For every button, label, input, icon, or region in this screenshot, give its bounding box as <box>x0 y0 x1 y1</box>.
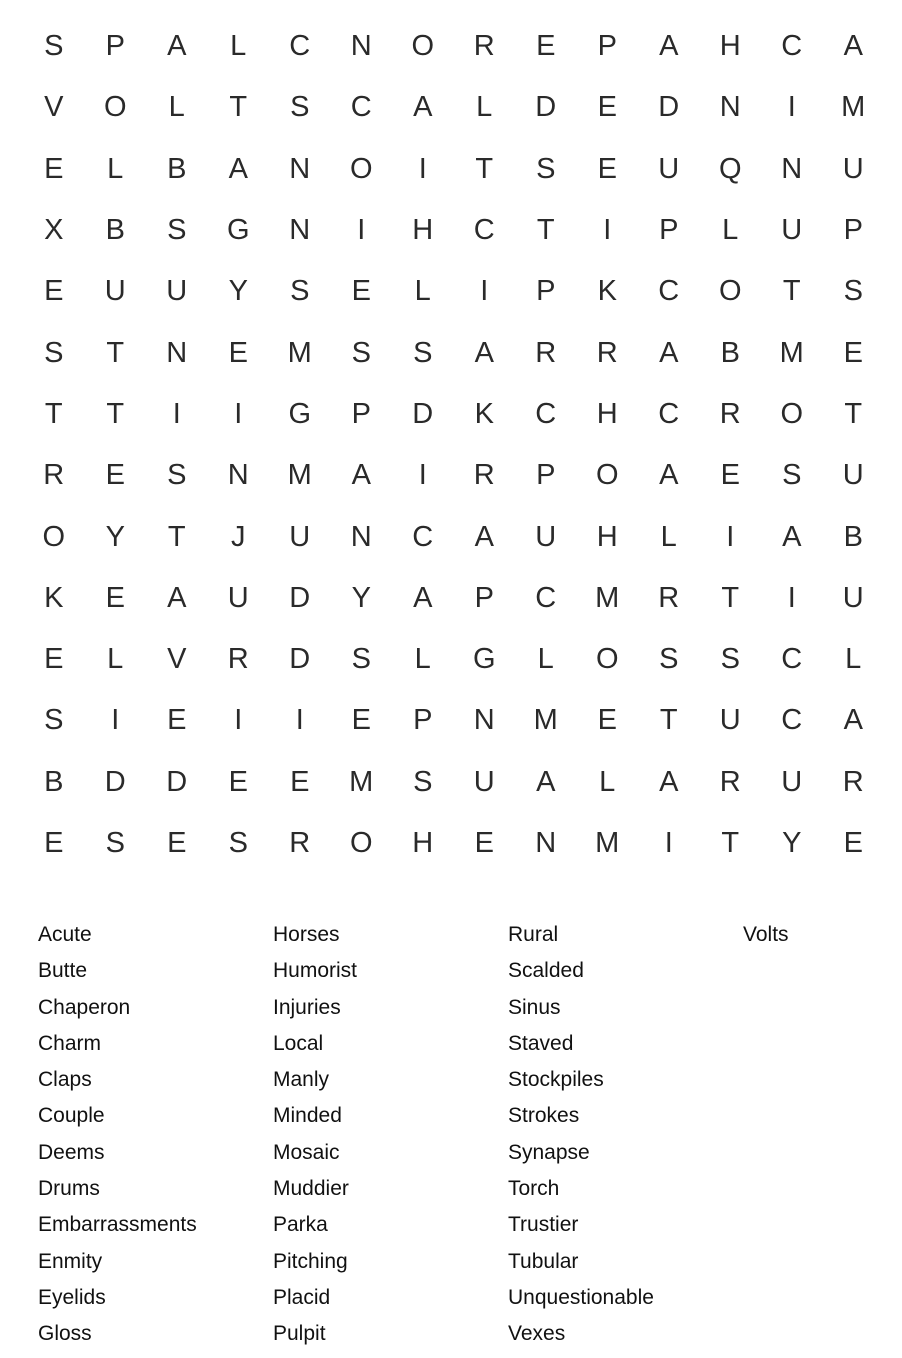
grid-cell-r9-c5[interactable]: U <box>289 520 311 553</box>
grid-cell-r12-c3[interactable]: E <box>167 704 187 737</box>
grid-cell-r11-c1[interactable]: E <box>44 643 64 676</box>
grid-cell-r4-c7[interactable]: H <box>412 214 434 247</box>
grid-cell-r2-c5[interactable]: S <box>290 91 310 124</box>
grid-cell-r13-c13[interactable]: U <box>781 765 803 798</box>
grid-cell-r9-c14[interactable]: B <box>843 520 863 553</box>
grid-cell-r5-c12[interactable]: O <box>718 275 742 308</box>
word-item: Mosaic <box>273 1140 340 1164</box>
grid-cell-r9-c4[interactable]: J <box>231 520 246 553</box>
grid-cell-r10-c3[interactable]: A <box>167 581 187 614</box>
grid-cell-r5-c6[interactable]: E <box>351 275 371 308</box>
grid-cell-r12-c6[interactable]: E <box>351 704 371 737</box>
grid-cell-r7-c7[interactable]: D <box>412 397 434 430</box>
grid-cell-r13-c5[interactable]: E <box>290 765 310 798</box>
grid-cell-r4-c8[interactable]: C <box>473 214 495 247</box>
word-item: Unquestionable <box>508 1285 654 1309</box>
grid-cell-r14-c12[interactable]: T <box>721 827 740 859</box>
grid-cell-r3-c1[interactable]: E <box>44 152 64 185</box>
grid-cell-r6-c6[interactable]: S <box>351 336 371 369</box>
grid-cell-r5-c11[interactable]: C <box>658 275 680 308</box>
grid-cell-r8-c5[interactable]: M <box>287 459 312 492</box>
word-item: Synapse <box>508 1140 590 1164</box>
grid-cell-r1-c11[interactable]: A <box>659 30 679 63</box>
grid-cell-r2-c10[interactable]: E <box>597 91 617 124</box>
grid-cell-r6-c12[interactable]: B <box>720 336 740 369</box>
grid-cell-r3-c11[interactable]: U <box>658 152 680 185</box>
word-column-1 <box>38 917 268 1353</box>
word-item: Deems <box>38 1140 105 1164</box>
grid-cell-r5-c3[interactable]: U <box>166 275 188 308</box>
word-item: Manly <box>273 1068 330 1092</box>
word-item: Pitching <box>273 1249 348 1273</box>
grid-cell-r5-c4[interactable]: Y <box>228 275 248 308</box>
grid-cell-r13-c8[interactable]: U <box>473 765 495 798</box>
grid-cell-r14-c10[interactable]: M <box>595 827 620 859</box>
grid-cell-r3-c13[interactable]: N <box>781 152 803 185</box>
word-item: Acute <box>38 923 92 946</box>
word-item: Rural <box>508 923 559 946</box>
grid-cell-r6-c4[interactable]: E <box>228 336 248 369</box>
grid-cell-r10-c1[interactable]: K <box>44 581 64 614</box>
grid-cell-r2-c4[interactable]: T <box>229 91 248 124</box>
grid-cell-r13-c6[interactable]: M <box>349 765 374 798</box>
grid-cell-r11-c7[interactable]: L <box>414 643 431 676</box>
word-list <box>38 917 888 1353</box>
word-item: Muddier <box>273 1177 349 1201</box>
grid-cell-r1-c7[interactable]: O <box>411 30 435 63</box>
grid-cell-r14-c8[interactable]: E <box>474 827 494 859</box>
grid-cell-r13-c12[interactable]: R <box>719 765 741 798</box>
grid-cell-r4-c10[interactable]: I <box>603 214 612 247</box>
grid-cell-r3-c6[interactable]: O <box>349 152 373 185</box>
grid-cell-r3-c8[interactable]: T <box>475 152 494 185</box>
grid-cell-r14-c1[interactable]: E <box>44 827 64 859</box>
grid-cell-r13-c11[interactable]: A <box>659 765 679 798</box>
grid-cell-r6-c9[interactable]: R <box>535 336 557 369</box>
word-item: Minded <box>273 1104 342 1128</box>
grid-cell-r12-c8[interactable]: N <box>473 704 495 737</box>
word-item: Sinus <box>508 995 561 1019</box>
word-item: Pulpit <box>273 1322 326 1346</box>
grid-cell-r10-c4[interactable]: U <box>227 581 249 614</box>
grid-cell-r14-c6[interactable]: O <box>349 827 373 859</box>
grid-cell-r5-c13[interactable]: T <box>782 275 801 308</box>
grid-cell-r8-c3[interactable]: S <box>167 459 187 492</box>
grid-cell-r12-c9[interactable]: M <box>533 704 558 737</box>
grid-cell-r6-c3[interactable]: N <box>166 336 188 369</box>
grid-cell-r7-c11[interactable]: C <box>658 397 680 430</box>
grid-cell-r2-c8[interactable]: L <box>476 91 493 124</box>
grid-cell-r9-c6[interactable]: N <box>350 520 372 553</box>
grid-cell-r11-c3[interactable]: V <box>167 643 187 676</box>
word-item: Local <box>273 1031 324 1055</box>
grid-cell-r9-c7[interactable]: C <box>412 520 434 553</box>
grid-cell-r1-c5[interactable]: C <box>289 30 311 63</box>
grid-cell-r4-c2[interactable]: B <box>105 214 125 247</box>
grid-cell-r11-c2[interactable]: L <box>107 643 124 676</box>
grid-cell-r1-c14[interactable]: A <box>843 30 863 63</box>
grid-cell-r8-c11[interactable]: A <box>659 459 679 492</box>
grid-cell-r2-c13[interactable]: I <box>787 91 796 124</box>
grid-cell-r9-c11[interactable]: L <box>660 520 677 553</box>
grid-cell-r1-c6[interactable]: N <box>350 30 372 63</box>
grid-cell-r13-c9[interactable]: A <box>536 765 556 798</box>
grid-cell-r5-c8[interactable]: I <box>480 275 489 308</box>
grid-cell-r9-c8[interactable]: A <box>474 520 494 553</box>
grid-cell-r7-c14[interactable]: T <box>844 397 863 430</box>
word-column-4 <box>743 917 902 953</box>
word-item: Placid <box>273 1285 331 1309</box>
grid-cell-r10-c7[interactable]: A <box>413 581 433 614</box>
grid-cell-r5-c5[interactable]: S <box>290 275 310 308</box>
grid-cell-r1-c12[interactable]: H <box>719 30 741 63</box>
grid-cell-r11-c5[interactable]: D <box>289 643 311 676</box>
word-item: Strokes <box>508 1104 580 1128</box>
grid-cell-r1-c2[interactable]: P <box>105 30 125 63</box>
word-item: Couple <box>38 1104 105 1128</box>
grid-cell-r12-c11[interactable]: T <box>659 704 678 737</box>
grid-cell-r6-c11[interactable]: A <box>659 336 679 369</box>
grid-cell-r11-c12[interactable]: S <box>720 643 740 676</box>
grid-cell-r3-c14[interactable]: U <box>842 152 864 185</box>
grid-cell-r7-c12[interactable]: R <box>719 397 741 430</box>
grid-cell-r12-c10[interactable]: E <box>597 704 617 737</box>
grid-cell-r12-c2[interactable]: I <box>111 704 120 737</box>
grid-cell-r6-c10[interactable]: R <box>596 336 618 369</box>
grid-cell-r13-c3[interactable]: D <box>166 765 188 798</box>
grid-cell-r10-c11[interactable]: R <box>658 581 680 614</box>
grid-cell-r8-c4[interactable]: N <box>227 459 249 492</box>
word-item: Drums <box>38 1177 100 1201</box>
grid-cell-r4-c4[interactable]: G <box>226 214 250 247</box>
grid-cell-r11-c4[interactable]: R <box>227 643 249 676</box>
grid-cell-r4-c1[interactable]: X <box>44 214 64 247</box>
grid-cell-r3-c3[interactable]: B <box>167 152 187 185</box>
grid-cell-r8-c10[interactable]: O <box>595 459 619 492</box>
grid-cell-r7-c4[interactable]: I <box>234 397 243 430</box>
word-item: Claps <box>38 1068 92 1092</box>
word-item: Eyelids <box>38 1285 106 1309</box>
grid-cell-r7-c8[interactable]: K <box>474 397 494 430</box>
grid-cell-r3-c12[interactable]: Q <box>718 152 742 185</box>
grid-cell-r8-c12[interactable]: E <box>720 459 740 492</box>
grid-cell-r12-c13[interactable]: C <box>781 704 803 737</box>
grid-cell-r5-c7[interactable]: L <box>414 275 431 308</box>
grid-cell-r1-c9[interactable]: E <box>536 30 556 63</box>
grid-cell-r13-c14[interactable]: R <box>842 765 864 798</box>
word-item: Scalded <box>508 959 584 983</box>
grid-cell-r9-c12[interactable]: I <box>726 520 735 553</box>
grid-cell-r10-c13[interactable]: I <box>787 581 796 614</box>
grid-cell-r9-c2[interactable]: Y <box>105 520 125 553</box>
grid-cell-r10-c12[interactable]: T <box>721 581 740 614</box>
grid-cell-r2-c14[interactable]: M <box>841 91 866 124</box>
grid-cell-r7-c1[interactable]: T <box>44 397 63 430</box>
grid-cell-r5-c14[interactable]: S <box>843 275 863 308</box>
grid-cell-r11-c10[interactable]: O <box>595 643 619 676</box>
word-item: Chaperon <box>38 995 131 1019</box>
grid-cell-r8-c9[interactable]: P <box>536 459 556 492</box>
grid-cell-r14-c13[interactable]: Y <box>782 827 802 859</box>
grid-cell-r13-c4[interactable]: E <box>228 765 248 798</box>
grid-cell-r14-c5[interactable]: R <box>289 827 311 859</box>
word-item: Embarrassments <box>38 1213 197 1237</box>
grid-cell-r4-c11[interactable]: P <box>659 214 679 247</box>
grid-cell-r12-c7[interactable]: P <box>413 704 433 737</box>
grid-cell-r13-c1[interactable]: B <box>44 765 64 798</box>
grid-cell-r5-c1[interactable]: E <box>44 275 64 308</box>
word-item: Torch <box>508 1177 560 1201</box>
grid-cell-r10-c10[interactable]: M <box>595 581 620 614</box>
grid-cell-r11-c8[interactable]: G <box>472 643 496 676</box>
grid-cell-r8-c13[interactable]: S <box>782 459 802 492</box>
grid-cell-r9-c3[interactable]: T <box>167 520 186 553</box>
grid-cell-r14-c3[interactable]: E <box>167 827 187 859</box>
word-item: Horses <box>273 923 340 946</box>
grid-cell-r7-c6[interactable]: P <box>351 397 371 430</box>
grid-cell-r2-c1[interactable]: V <box>44 91 64 124</box>
grid-cell-r1-c4[interactable]: L <box>230 30 247 63</box>
grid-cell-r3-c2[interactable]: L <box>107 152 124 185</box>
grid-cell-r12-c1[interactable]: S <box>44 704 64 737</box>
grid-cell-r6-c14[interactable]: E <box>843 336 863 369</box>
word-item: Gloss <box>38 1322 92 1346</box>
word-item: Charm <box>38 1031 102 1055</box>
grid-cell-r13-c7[interactable]: S <box>413 765 433 798</box>
grid-cell-r10-c9[interactable]: C <box>535 581 557 614</box>
grid-cell-r7-c2[interactable]: T <box>106 397 125 430</box>
grid-cell-r13-c10[interactable]: L <box>599 765 616 798</box>
grid-cell-r3-c4[interactable]: A <box>228 152 248 185</box>
grid-cell-r7-c9[interactable]: C <box>535 397 557 430</box>
grid-cell-r6-c8[interactable]: A <box>474 336 494 369</box>
grid-cell-r2-c12[interactable]: N <box>719 91 741 124</box>
grid-cell-r6-c2[interactable]: T <box>106 336 125 369</box>
grid-cell-r7-c13[interactable]: O <box>780 397 804 430</box>
grid-cell-r9-c10[interactable]: H <box>596 520 618 553</box>
grid-cell-r2-c3[interactable]: L <box>168 91 185 124</box>
grid-cell-r6-c13[interactable]: M <box>779 336 804 369</box>
grid-cell-r12-c12[interactable]: U <box>719 704 741 737</box>
grid-cell-r9-c13[interactable]: A <box>782 520 802 553</box>
word-item: Enmity <box>38 1249 103 1273</box>
grid-cell-r10-c8[interactable]: P <box>474 581 494 614</box>
grid-cell-r6-c7[interactable]: S <box>413 336 433 369</box>
word-item: Vexes <box>508 1322 566 1346</box>
grid-cell-r8-c2[interactable]: E <box>105 459 125 492</box>
grid-cell-r1-c3[interactable]: A <box>167 30 187 63</box>
grid-cell-r14-c2[interactable]: S <box>105 827 125 859</box>
grid-cell-r4-c12[interactable]: L <box>722 214 739 247</box>
word-column-3 <box>508 917 738 1353</box>
grid-cell-r1-c10[interactable]: P <box>597 30 617 63</box>
grid-cell-r14-c7[interactable]: H <box>412 827 434 859</box>
grid-cell-r7-c3[interactable]: I <box>172 397 181 430</box>
grid-cell-r2-c2[interactable]: O <box>103 91 127 124</box>
grid-cell-r13-c2[interactable]: D <box>104 765 126 798</box>
grid-cell-r3-c9[interactable]: S <box>536 152 556 185</box>
grid-cell-r2-c7[interactable]: A <box>413 91 433 124</box>
grid-cell-r2-c6[interactable]: C <box>350 91 372 124</box>
word-item: Injuries <box>273 995 341 1019</box>
grid-cell-r10-c14[interactable]: U <box>842 581 864 614</box>
grid-cell-r9-c9[interactable]: U <box>535 520 557 553</box>
grid-cell-r10-c2[interactable]: E <box>105 581 125 614</box>
grid-cell-r1-c1[interactable]: S <box>44 30 64 63</box>
grid-cell-r8-c6[interactable]: A <box>351 459 371 492</box>
grid-cell-r4-c14[interactable]: P <box>843 214 863 247</box>
grid-cell-r11-c9[interactable]: L <box>537 643 554 676</box>
grid-cell-r7-c5[interactable]: G <box>288 397 312 430</box>
grid-cell-r3-c10[interactable]: E <box>597 152 617 185</box>
grid-cell-r12-c5[interactable]: I <box>295 704 304 737</box>
grid-cell-r14-c14[interactable]: E <box>843 827 863 859</box>
letter-grid[interactable] <box>23 16 884 874</box>
grid-cell-r14-c11[interactable]: I <box>664 827 673 859</box>
word-item: Butte <box>38 959 88 983</box>
grid-cell-r1-c8[interactable]: R <box>473 30 495 63</box>
grid-cell-r8-c1[interactable]: R <box>43 459 65 492</box>
grid-cell-r2-c9[interactable]: D <box>535 91 557 124</box>
grid-cell-r10-c6[interactable]: Y <box>351 581 371 614</box>
grid-cell-r11-c6[interactable]: S <box>351 643 371 676</box>
grid-cell-r14-c9[interactable]: N <box>535 827 557 859</box>
grid-cell-r8-c7[interactable]: I <box>418 459 427 492</box>
grid-cell-r1-c13[interactable]: C <box>781 30 803 63</box>
word-item: Tubular <box>508 1249 579 1273</box>
grid-cell-r5-c9[interactable]: P <box>536 275 556 308</box>
grid-cell-r3-c7[interactable]: I <box>418 152 427 185</box>
grid-cell-r4-c6[interactable]: I <box>357 214 366 247</box>
grid-cell-r3-c5[interactable]: N <box>289 152 311 185</box>
grid-cell-r12-c14[interactable]: A <box>843 704 863 737</box>
grid-cell-r6-c1[interactable]: S <box>44 336 64 369</box>
word-column-2 <box>273 917 503 1353</box>
grid-cell-r9-c1[interactable]: O <box>42 520 66 553</box>
word-item: Trustier <box>508 1213 579 1237</box>
word-item: Stockpiles <box>508 1068 604 1092</box>
grid-cell-r11-c14[interactable]: L <box>845 643 862 676</box>
grid-cell-r8-c8[interactable]: R <box>473 459 495 492</box>
grid-cell-r4-c13[interactable]: U <box>781 214 803 247</box>
grid-cell-r12-c4[interactable]: I <box>234 704 243 737</box>
grid-cell-r6-c5[interactable]: M <box>287 336 312 369</box>
grid-cell-r2-c11[interactable]: D <box>658 91 680 124</box>
grid-cell-r11-c13[interactable]: C <box>781 643 803 676</box>
grid-cell-r8-c14[interactable]: U <box>842 459 864 492</box>
grid-cell-r10-c5[interactable]: D <box>289 581 311 614</box>
word-item: Humorist <box>273 959 358 983</box>
grid-cell-r14-c4[interactable]: S <box>228 827 248 859</box>
word-item: Staved <box>508 1031 574 1055</box>
grid-cell-r7-c10[interactable]: H <box>596 397 618 430</box>
grid-cell-r5-c2[interactable]: U <box>104 275 126 308</box>
grid-cell-r4-c9[interactable]: T <box>536 214 555 247</box>
grid-cell-r4-c3[interactable]: S <box>167 214 187 247</box>
grid-cell-r4-c5[interactable]: N <box>289 214 311 247</box>
grid-cell-r11-c11[interactable]: S <box>659 643 679 676</box>
grid-cell-r5-c10[interactable]: K <box>597 275 617 308</box>
word-item: Parka <box>273 1213 328 1237</box>
word-item: Volts <box>743 923 789 946</box>
